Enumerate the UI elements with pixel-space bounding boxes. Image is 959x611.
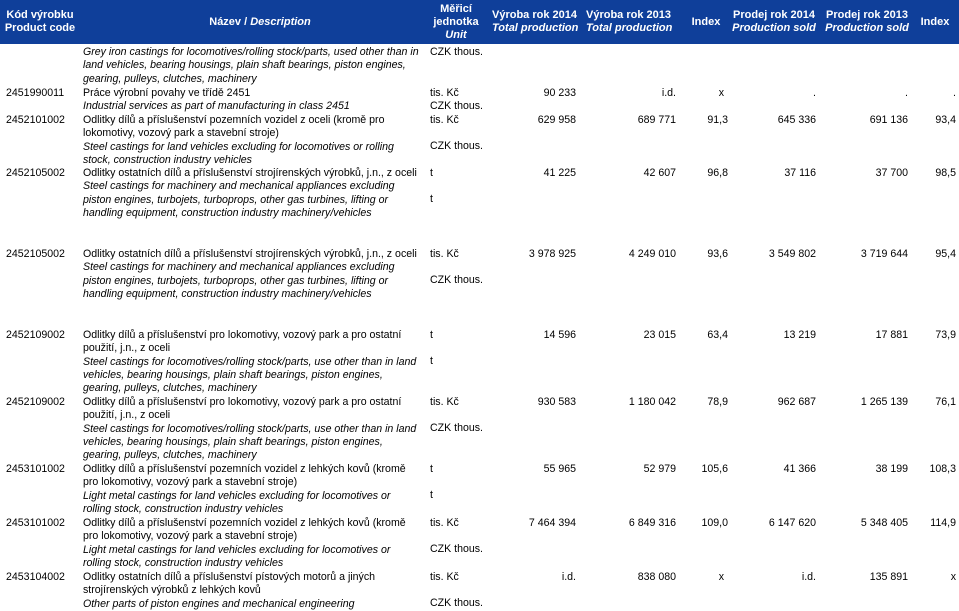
sold-2013: 17 881 bbox=[875, 329, 908, 341]
sold-2014: 6 147 620 bbox=[768, 517, 816, 529]
product-code: 2451990011 bbox=[6, 87, 65, 99]
production-2014: 41 225 bbox=[543, 167, 576, 179]
product-description: Odlitky dílů a příslušenství pozemních vozidel z lehkých kovů (kromě pro lokomotivy, vozový park a stavební stroje) Light metal castings for land vehicles excluding for locomotives or rolling stock, construction industry vehicles bbox=[83, 463, 406, 515]
production-2014: 14 596 bbox=[543, 329, 576, 341]
unit: t t bbox=[430, 463, 433, 502]
header-name: Název / Description bbox=[209, 15, 311, 28]
sold-2013: 691 136 bbox=[869, 114, 908, 126]
product-description: Odlitky dílů a příslušenství pro lokomotivy, vozový park a pro ostatní použití, j.n., z oceli Steel castings for locomotives/rolling stock/parts, use other than in land vehicles, bearing housings, plain shaft bearings, piston engines, gearing, pulleys, clutches, machinery bbox=[83, 329, 417, 395]
production-2014: 629 958 bbox=[537, 114, 576, 126]
production-2013: 689 771 bbox=[637, 114, 676, 126]
index-production: 93,6 bbox=[707, 248, 728, 260]
product-code: 2452109002 bbox=[6, 329, 65, 341]
production-2014: 55 965 bbox=[543, 463, 576, 475]
product-description: Odlitky ostatních dílů a příslušenství strojírenských výrobků, j.n., z oceli Steel castings for machinery and mechanical appliances excluding piston engines, turbojets, turboprops, other gas turbines, lifting or handling equipment, construction industry machinery/vehicles bbox=[83, 248, 417, 300]
product-code: 2452105002 bbox=[6, 248, 65, 260]
production-2013: 838 080 bbox=[637, 571, 676, 583]
header-unit: Měřicí jednotka Unit bbox=[433, 2, 479, 41]
production-2014: 3 978 925 bbox=[528, 248, 576, 260]
product-code: 2452101002 bbox=[6, 114, 65, 126]
index-sold: 76,1 bbox=[935, 396, 956, 408]
index-production: 78,9 bbox=[707, 396, 728, 408]
sold-2014: 3 549 802 bbox=[768, 248, 816, 260]
index-sold: 93,4 bbox=[935, 114, 956, 126]
unit: tis. Kč CZK thous. bbox=[430, 396, 483, 435]
sold-2014: 13 219 bbox=[783, 329, 816, 341]
sold-2013: 135 891 bbox=[869, 571, 908, 583]
sold-2014: 645 336 bbox=[777, 114, 816, 126]
sold-2013: 1 265 139 bbox=[860, 396, 908, 408]
production-2013: 1 180 042 bbox=[628, 396, 676, 408]
sold-2013: 38 199 bbox=[875, 463, 908, 475]
header-prod-2013: Výroba rok 2013 Total production bbox=[586, 9, 673, 34]
sold-2013: 5 348 405 bbox=[860, 517, 908, 529]
unit: tis. Kč CZK thous. bbox=[430, 87, 483, 113]
sold-2014: . bbox=[813, 87, 816, 99]
index-production: 91,3 bbox=[707, 114, 728, 126]
production-2013: 4 249 010 bbox=[628, 248, 676, 260]
index-sold: . bbox=[953, 87, 956, 99]
production-2014: i.d. bbox=[561, 571, 576, 583]
product-code: 2453101002 bbox=[6, 517, 65, 529]
index-sold: 95,4 bbox=[935, 248, 956, 260]
product-description: Odlitky dílů a příslušenství pozemních vozidel z oceli (kromě pro lokomotivy, vozový park a stavební stroje) Steel castings for land vehicles excluding for locomotives or rolling stock, construction industry vehicles bbox=[83, 114, 394, 166]
unit: tis. Kč CZK thous. bbox=[430, 571, 483, 610]
index-production: 109,0 bbox=[701, 517, 728, 529]
index-production: x bbox=[718, 87, 724, 99]
header-sold-2014: Prodej rok 2014 Production sold bbox=[732, 9, 816, 34]
header-sold-2013: Prodej rok 2013 Production sold bbox=[825, 9, 909, 34]
production-2013: 52 979 bbox=[643, 463, 676, 475]
product-description: Odlitky dílů a příslušenství pro lokomotivy, vozový park a pro ostatní použití, j.n., z oceli Steel castings for locomotives/rolling stock/parts, use other than in land vehicles, bearing housings, plain shaft bearings, piston engines, gearing, pulleys, clutches, machinery bbox=[83, 396, 417, 462]
index-sold: 98,5 bbox=[935, 167, 956, 179]
product-description: Odlitky ostatních dílů a příslušenství strojírenských výrobků, j.n., z oceli Steel castings for machinery and mechanical appliances excluding piston engines, turbojets, turboprops, other gas turbines, lifting or handling equipment, construction industry machinery/vehicles bbox=[83, 167, 417, 219]
product-code: 2452109002 bbox=[6, 396, 65, 408]
sold-2014: 41 366 bbox=[783, 463, 816, 475]
production-2013: i.d. bbox=[661, 87, 676, 99]
product-code: 2453101002 bbox=[6, 463, 65, 475]
product-description: Odlitky dílů a příslušenství pozemních vozidel z lehkých kovů (kromě pro lokomotivy, vozový park a stavební stroje) Light metal castings for land vehicles excluding for locomotives or rolling stock, construction industry vehicles bbox=[83, 517, 406, 569]
production-2014: 90 233 bbox=[543, 87, 576, 99]
index-sold: 108,3 bbox=[929, 463, 956, 475]
product-description: Grey iron castings for locomotives/rolling stock/parts, used other than in land vehicles, bearing housings, plain shaft bearings, piston engines, gearing, pulleys, clutches, machinery bbox=[83, 46, 419, 85]
production-2013: 23 015 bbox=[643, 329, 676, 341]
header-code: Kód výrobku Product code bbox=[4, 9, 76, 34]
sold-2013: 3 719 644 bbox=[860, 248, 908, 260]
header-index-production: Index bbox=[691, 15, 721, 28]
index-sold: 73,9 bbox=[935, 329, 956, 341]
unit: tis. Kč CZK thous. bbox=[430, 248, 483, 287]
production-2014: 7 464 394 bbox=[528, 517, 576, 529]
sold-2013: . bbox=[905, 87, 908, 99]
unit: tis. Kč CZK thous. bbox=[430, 114, 483, 153]
production-2013: 42 607 bbox=[643, 167, 676, 179]
unit: CZK thous. bbox=[430, 46, 483, 58]
production-2013: 6 849 316 bbox=[628, 517, 676, 529]
index-production: x bbox=[718, 571, 724, 583]
sold-2013: 37 700 bbox=[875, 167, 908, 179]
unit: tis. Kč CZK thous. bbox=[430, 517, 483, 556]
header-index-sold: Index bbox=[920, 15, 950, 28]
sold-2014: 37 116 bbox=[784, 167, 816, 179]
index-sold: x bbox=[950, 571, 956, 583]
unit: t t bbox=[430, 329, 433, 368]
unit: t t bbox=[430, 167, 433, 206]
product-description: Práce výrobní povahy ve třídě 2451 Industrial services as part of manufacturing in class 2451 bbox=[83, 87, 350, 113]
sold-2014: i.d. bbox=[801, 571, 816, 583]
production-2014: 930 583 bbox=[537, 396, 576, 408]
table-header bbox=[0, 0, 959, 44]
sold-2014: 962 687 bbox=[777, 396, 816, 408]
index-production: 105,6 bbox=[701, 463, 728, 475]
index-production: 63,4 bbox=[707, 329, 728, 341]
product-code: 2452105002 bbox=[6, 167, 65, 179]
header-prod-2014: Výroba rok 2014 Total production bbox=[492, 9, 579, 34]
product-description: Odlitky ostatních dílů a příslušenství pístových motorů a jiných strojírenských výrobků z lehkých kovů Other parts of piston engines and mechanical engineering bbox=[83, 571, 376, 610]
product-code: 2453104002 bbox=[6, 571, 65, 583]
index-sold: 114,9 bbox=[930, 517, 956, 529]
index-production: 96,8 bbox=[707, 167, 728, 179]
